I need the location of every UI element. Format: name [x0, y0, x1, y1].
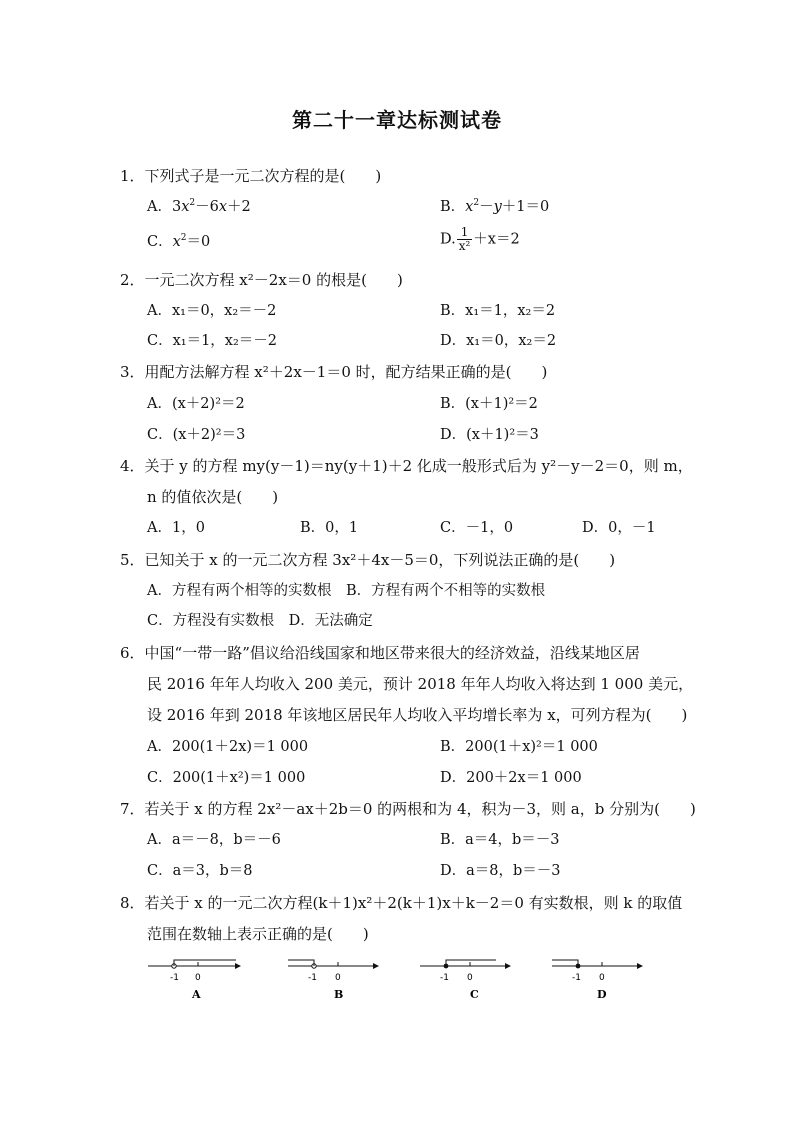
tick-label: 0 [599, 973, 605, 983]
question-3-stem: 3．用配方法解方程 x²＋2x－1＝0 时，配方结果正确的是( ) [120, 363, 548, 381]
question-4-option-a: A．1，0 [147, 520, 205, 536]
question-4-option-d: D．0，－1 [582, 520, 656, 536]
question-2-option-c: C．x₁＝1，x₂＝－2 [147, 333, 278, 349]
question-6-option-a: A．200(1＋2x)＝1 000 [147, 739, 309, 755]
tick-label: -1 [170, 973, 179, 983]
tick-label: -1 [572, 973, 581, 983]
question-3-option-a: A．(x＋2)²＝2 [147, 396, 245, 412]
number-line-label: C [470, 988, 479, 1001]
question-1-option-b: B．$x^2-y+1=0$ [440, 198, 550, 215]
question-8-stem-line-2: 范围在数轴上表示正确的是( ) [147, 925, 369, 943]
question-7-option-c: C．a＝3，b＝8 [147, 863, 253, 879]
question-2-option-b: B．x₁＝1，x₂＝2 [440, 303, 556, 319]
question-4-stem-line-1: 4．关于 y 的方程 my(y－1)＝ny(y＋1)＋2 化成一般形式后为 y²－y－2＝0，则 m， [120, 457, 693, 475]
question-4-option-c: C．－1，0 [440, 520, 514, 536]
tick-label: -1 [308, 973, 317, 983]
question-4-stem-line-2: n 的值依次是( ) [147, 488, 279, 506]
question-6-option-c: C．200(1＋x²)＝1 000 [147, 770, 306, 786]
number-line-a [148, 960, 240, 1001]
question-5-options-cd: C．方程没有实数根 D．无法确定 [147, 613, 373, 629]
question-3-option-d: D．(x＋1)²＝3 [440, 427, 539, 443]
number-line-d [552, 960, 642, 1001]
question-7-stem: 7．若关于 x 的方程 2x²－ax＋2b＝0 的两根和为 4，积为－3，则 a，b 分别为( ) [120, 800, 696, 818]
number-line-c [420, 960, 510, 1001]
question-7-option-d: D．a＝8，b＝－3 [440, 863, 561, 879]
tick-label: 0 [467, 973, 473, 983]
question-2-option-d: D．x₁＝0，x₂＝2 [440, 333, 557, 349]
question-1-option-d: D. $\frac{1}{\text{x²}}$ ＋x＝2 [440, 225, 520, 253]
question-6-option-d: D．200＋2x＝1 000 [440, 770, 582, 786]
page-title: 第二十一章达标测试卷 [292, 108, 502, 132]
tick-label: 0 [195, 973, 201, 983]
question-1-option-c: C．$x^2=0$ [147, 233, 211, 250]
question-5-stem: 5．已知关于 x 的一元二次方程 3x²＋4x－5＝0，下列说法正确的是( ) [120, 551, 616, 569]
question-2-stem: 2．一元二次方程 x²－2x＝0 的根是( ) [120, 271, 403, 289]
tick-label: 0 [335, 973, 341, 983]
question-3-option-c: C．(x＋2)²＝3 [147, 427, 246, 443]
question-6-option-b: B．200(1＋x)²＝1 000 [440, 739, 598, 755]
number-line-label: B [334, 988, 344, 1001]
question-8-stem-line-1: 8．若关于 x 的一元二次方程(k＋1)x²＋2(k＋1)x＋k－2＝0 有实数根，则 k 的取值 [120, 894, 683, 912]
number-line-b [288, 960, 378, 1001]
number-line-options [0, 950, 794, 1010]
question-5-options-ab: A．方程有两个相等的实数根 B．方程有两个不相等的实数根 [147, 583, 546, 599]
question-7-option-b: B．a＝4，b＝－3 [440, 832, 560, 848]
number-line-label: D [597, 988, 607, 1001]
question-6-stem-line-1: 6．中国“一带一路”倡议给沿线国家和地区带来很大的经济效益，沿线某地区居 [120, 644, 640, 662]
question-3-option-b: B．(x＋1)²＝2 [440, 396, 538, 412]
question-1-option-a: A．$3x^2-6x+2$ [147, 198, 251, 215]
question-4-option-b: B．0，1 [300, 520, 359, 536]
fraction: $\frac{1}{\text{x²}}$ [458, 225, 471, 253]
question-7-option-a: A．a＝－8，b＝－6 [147, 832, 281, 848]
question-2-option-a: A．x₁＝0，x₂＝－2 [147, 303, 277, 319]
number-line-label: A [192, 988, 201, 1001]
tick-label: -1 [440, 973, 449, 983]
question-6-stem-line-3: 设 2016 年到 2018 年该地区居民年人均收入平均增长率为 x，可列方程为( ) [147, 706, 688, 724]
question-1-stem: 1．下列式子是一元二次方程的是( ) [120, 167, 382, 185]
question-6-stem-line-2: 民 2016 年年人均收入 200 美元，预计 2018 年年人均收入将达到 1 000 美元， [147, 675, 694, 693]
